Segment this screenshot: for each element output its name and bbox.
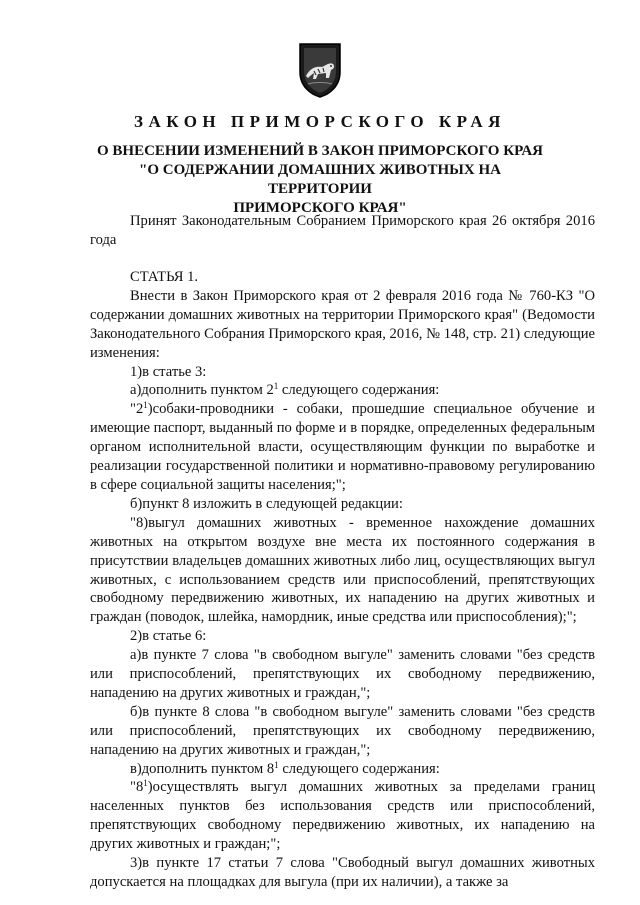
subtitle-line: "О СОДЕРЖАНИИ ДОМАШНИХ ЖИВОТНЫХ НА ТЕРРИТОРИИ — [139, 162, 501, 197]
text-fragment: следующего содержания: — [278, 382, 440, 399]
text-fragment: )собаки-проводники - собаки, прошедшие специальное обучение и имеющие паспорт, выданный по форме и в порядке, определенных федеральным органом исполнительной власти, осуществляющим функции по выработке и реализации государственной политики и нормативно-правовому регулированию в сфере социальной защиты населения;"; — [90, 401, 595, 493]
law-subtitle — [90, 142, 550, 218]
adoption-note: Принят Законодательным Собранием Приморского края 26 октября 2016 года — [90, 213, 595, 248]
article-body — [90, 268, 595, 892]
subtitle-line: ПРИМОРСКОГО КРАЯ" — [233, 200, 407, 216]
list-item: 1)в статье 3: — [130, 363, 207, 380]
list-item: 2)в статье 6: — [130, 628, 207, 645]
law-title: ЗАКОН ПРИМОРСКОГО КРАЯ — [134, 112, 506, 131]
superscript: 1 — [143, 778, 148, 789]
list-item: б)в пункте 8 слова "в свободном выгуле" заменить словами "без средств или приспособлений, препятствующих их свободному передвижению, нападению на других животных и граждан,"; — [90, 703, 595, 758]
list-item — [90, 760, 595, 779]
list-item: а)в пункте 7 слова "в свободном выгуле" заменить словами "без средств или приспособлений, препятствующих их свободному передвижению, нападению на других животных и граждан,"; — [90, 647, 595, 701]
superscript: 1 — [143, 400, 148, 411]
text-fragment: следующего содержания: — [278, 760, 440, 777]
subtitle-line: О ВНЕСЕНИИ ИЗМЕНЕНИЙ В ЗАКОН ПРИМОРСКОГО КРАЯ — [97, 143, 543, 159]
article-heading: СТАТЬЯ 1. — [130, 269, 199, 285]
text-fragment: в)дополнить пунктом 8 — [130, 760, 275, 777]
superscript: 1 — [274, 759, 279, 770]
article-intro: Внести в Закон Приморского края от 2 февраля 2016 года № 760-КЗ "О содержании домашних животных на территории Приморского края" (Ведомости Законодательного Собрания Приморского края, 2016, № 148, стр. 21) следующие изменения: — [90, 287, 595, 361]
list-item — [90, 381, 595, 400]
quoted-text — [90, 778, 595, 854]
superscript: 1 — [273, 381, 279, 392]
text-fragment: )осуществлять выгул домашних животных за пределами границ населенных пунктов без использования средств или приспособлений, препятствующих свободному передвижению животных, их нападению на других животных и граждан;"; — [90, 779, 595, 853]
quoted-text — [90, 400, 595, 495]
text-fragment: а)дополнить пунктом 2 — [130, 382, 274, 399]
list-item: б)пункт 8 изложить в следующей редакции: — [130, 495, 403, 512]
text-fragment: "2 — [130, 401, 144, 418]
list-item: 3)в пункте 17 статьи 7 слова "Свободный выгул домашних животных допускается на площадках для выгула (при их наличии), а также за — [90, 855, 595, 890]
quoted-text: "8)выгул домашних животных - временное нахождение домашних животных на открытом воздухе вне места их постоянного содержания в присутствии владельцев домашних животных либо лиц, осуществляющих выгул животных, с использованием средств или приспособлений, препятствующих свободному передвижению животных, их нападению на других животных и граждан (поводок, шлейка, намордник, иные средства или приспособления);"; — [90, 514, 595, 626]
coat-of-arms-icon — [296, 42, 344, 98]
text-fragment: "8 — [130, 779, 144, 796]
